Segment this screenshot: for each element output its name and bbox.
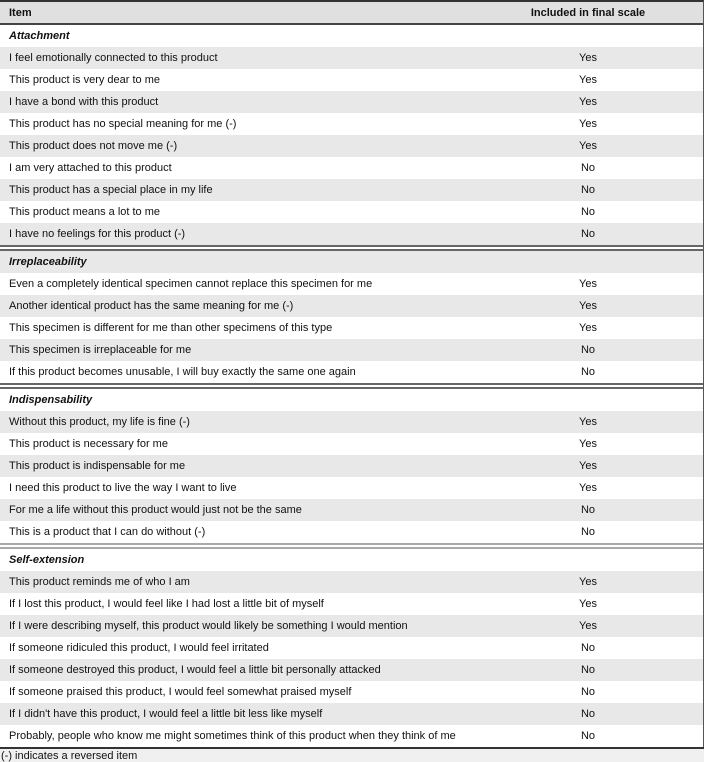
included-value: Yes bbox=[579, 438, 597, 450]
table-row bbox=[0, 703, 703, 725]
section-header-row bbox=[0, 389, 703, 411]
item-text: If someone destroyed this product, I would feel a little bit personally attacked bbox=[9, 664, 381, 676]
item-text: This is a product that I can do without (-) bbox=[9, 526, 206, 538]
section-title: Indispensability bbox=[9, 394, 93, 406]
table-row bbox=[0, 361, 703, 383]
item-text: I am very attached to this product bbox=[9, 162, 172, 174]
included-value: Yes bbox=[579, 52, 597, 64]
item-text: If I lost this product, I would feel like I had lost a little bit of myself bbox=[9, 598, 324, 610]
included-value: No bbox=[580, 344, 596, 356]
table-row bbox=[0, 571, 703, 593]
included-value: Yes bbox=[579, 74, 597, 86]
item-text: This product means a lot to me bbox=[9, 206, 161, 218]
item-text: This product is very dear to me bbox=[9, 74, 161, 86]
item-text: This product has no special meaning for me (-) bbox=[9, 118, 237, 130]
table-row bbox=[0, 339, 703, 361]
table-row bbox=[0, 659, 703, 681]
item-text: This product is necessary for me bbox=[9, 438, 168, 450]
item-text: I feel emotionally connected to this product bbox=[9, 52, 218, 64]
table-row bbox=[0, 725, 703, 747]
included-value: No bbox=[580, 526, 596, 538]
included-value: No bbox=[580, 686, 596, 698]
item-text: If I were describing myself, this product would likely be something I would mention bbox=[9, 620, 408, 632]
column-header-item: Item bbox=[9, 6, 32, 19]
section-title: Irreplaceability bbox=[9, 256, 87, 268]
included-value: No bbox=[580, 206, 596, 218]
included-value: No bbox=[580, 504, 596, 516]
item-text: This specimen is different for me than other specimens of this type bbox=[9, 322, 333, 334]
table-row bbox=[0, 411, 703, 433]
table-row bbox=[0, 521, 703, 543]
item-text: I need this product to live the way I want to live bbox=[9, 482, 237, 494]
item-text: This product is indispensable for me bbox=[9, 460, 186, 472]
table-row bbox=[0, 681, 703, 703]
included-value: No bbox=[580, 708, 596, 720]
table-row bbox=[0, 91, 703, 113]
table-row bbox=[0, 593, 703, 615]
included-value: Yes bbox=[579, 460, 597, 472]
included-value: No bbox=[580, 184, 596, 196]
included-value: Yes bbox=[579, 416, 597, 428]
table-row bbox=[0, 433, 703, 455]
section-header-row bbox=[0, 25, 703, 47]
included-value: Yes bbox=[579, 118, 597, 130]
table-header-row bbox=[0, 2, 703, 25]
section-title: Self-extension bbox=[9, 554, 85, 566]
included-value: Yes bbox=[579, 278, 597, 290]
item-text: If someone ridiculed this product, I would feel irritated bbox=[9, 642, 269, 654]
table-row bbox=[0, 69, 703, 91]
included-value: Yes bbox=[579, 322, 597, 334]
included-value: No bbox=[580, 664, 596, 676]
table-body bbox=[0, 25, 703, 747]
column-header-included: Included in final scale bbox=[530, 6, 646, 19]
item-text: This product has a special place in my life bbox=[9, 184, 213, 196]
included-value: No bbox=[580, 162, 596, 174]
table-row bbox=[0, 295, 703, 317]
table-row bbox=[0, 157, 703, 179]
included-value: Yes bbox=[579, 620, 597, 632]
included-value: Yes bbox=[579, 576, 597, 588]
included-value: Yes bbox=[579, 598, 597, 610]
section-header-row bbox=[0, 549, 703, 571]
section-header-row bbox=[0, 251, 703, 273]
included-value: Yes bbox=[579, 140, 597, 152]
table-row bbox=[0, 477, 703, 499]
item-text: Another identical product has the same meaning for me (-) bbox=[9, 300, 294, 312]
included-value: No bbox=[580, 366, 596, 378]
included-value: No bbox=[580, 642, 596, 654]
table-row bbox=[0, 499, 703, 521]
item-text: If this product becomes unusable, I will buy exactly the same one again bbox=[9, 366, 356, 378]
table-row bbox=[0, 637, 703, 659]
item-text: I have a bond with this product bbox=[9, 96, 159, 108]
item-text: Without this product, my life is fine (-) bbox=[9, 416, 190, 428]
item-text: If I didn't have this product, I would feel a little bit less like myself bbox=[9, 708, 323, 720]
table-row bbox=[0, 273, 703, 295]
table-row bbox=[0, 223, 703, 245]
included-value: Yes bbox=[579, 482, 597, 494]
included-value: No bbox=[580, 228, 596, 240]
item-text: This specimen is irreplaceable for me bbox=[9, 344, 192, 356]
item-text: For me a life without this product would just not be the same bbox=[9, 504, 302, 516]
table-row bbox=[0, 201, 703, 223]
table-row bbox=[0, 455, 703, 477]
included-value: No bbox=[580, 730, 596, 742]
item-text: Probably, people who know me might sometimes think of this product when they think of me bbox=[9, 730, 456, 742]
table-footnote: (-) indicates a reversed item bbox=[0, 747, 704, 762]
included-value: Yes bbox=[579, 300, 597, 312]
table-row bbox=[0, 135, 703, 157]
included-value: Yes bbox=[579, 96, 597, 108]
item-text: This product reminds me of who I am bbox=[9, 576, 190, 588]
section-title: Attachment bbox=[9, 30, 70, 42]
table-row bbox=[0, 317, 703, 339]
item-text: If someone praised this product, I would feel somewhat praised myself bbox=[9, 686, 352, 698]
item-text: I have no feelings for this product (-) bbox=[9, 228, 186, 240]
item-text: This product does not move me (-) bbox=[9, 140, 178, 152]
table-row bbox=[0, 47, 703, 69]
table-row bbox=[0, 113, 703, 135]
table-row bbox=[0, 179, 703, 201]
table-row bbox=[0, 615, 703, 637]
item-text: Even a completely identical specimen cannot replace this specimen for me bbox=[9, 278, 373, 290]
